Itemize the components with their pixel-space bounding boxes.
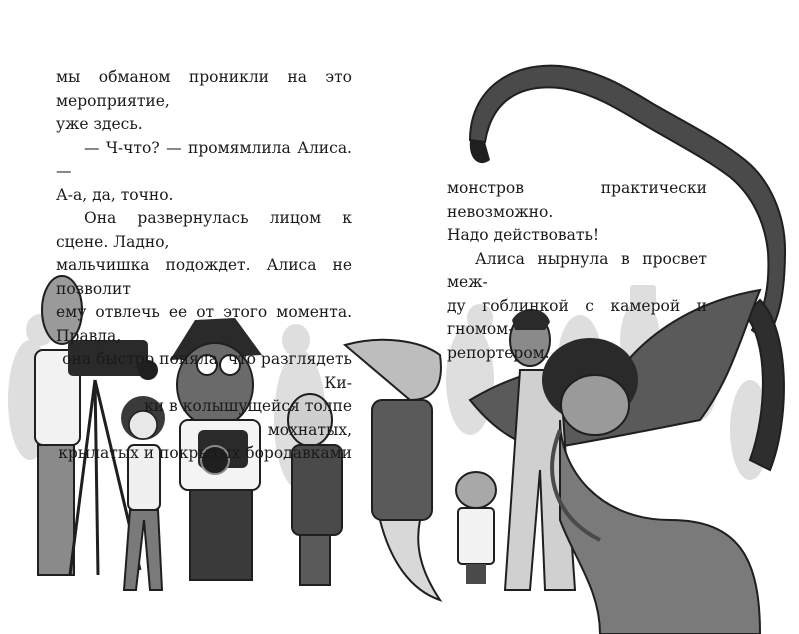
text-line: крылатых и покрытых бородавками: [58, 444, 352, 462]
text-line: уже здесь.: [56, 115, 143, 133]
right-page: [399, 0, 799, 634]
text-line: мальчишка подождет. Алиса не позволит: [56, 256, 352, 298]
left-page-text: [56, 66, 352, 466]
text-line: — Ч-что? — промямлила Алиса. —: [56, 138, 352, 180]
text-line: монстров практически невозможно.: [447, 179, 707, 221]
text-line: Она развернулась лицом к сцене. Ладно,: [56, 209, 352, 251]
text-line: репортером.: [447, 343, 550, 362]
left-page: [0, 0, 399, 634]
text-line: ему отвлечь ее от этого момента. Правда,: [56, 303, 352, 345]
text-line: Алиса нырнула в просвет меж-: [447, 249, 707, 291]
text-line: А-а, да, точно.: [56, 185, 174, 204]
text-line: ки в колышущейся толпе мохнатых,: [144, 397, 352, 439]
text-line: Надо действовать!: [447, 226, 600, 244]
text-line: мы обманом проникли на это мероприятие,: [56, 68, 352, 110]
right-page-text: [447, 177, 707, 365]
text-line: ду гоблинкой с камерой и гномом-: [447, 296, 707, 338]
text-line: она быстро поняла, что разглядеть Ки-: [62, 350, 352, 392]
